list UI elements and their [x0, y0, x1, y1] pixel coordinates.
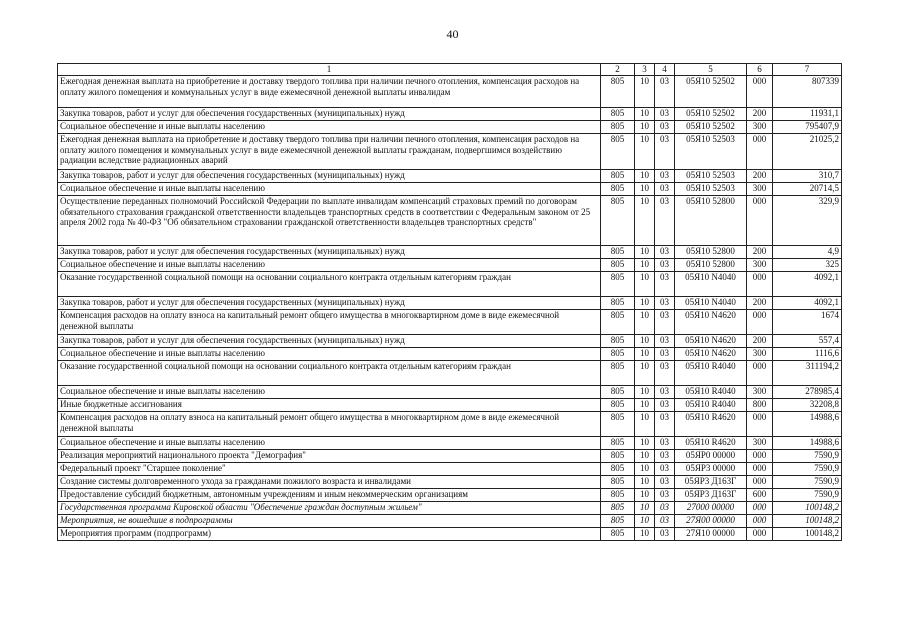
row-amount: 11931,1: [773, 108, 842, 121]
row-target-article-code: 05ЯР3 Д163Г: [675, 489, 747, 502]
row-target-article-code: 27Я10 00000: [675, 528, 747, 541]
row-amount: 100148,2: [773, 502, 842, 515]
row-name-cell: Создание системы долговременного ухода за гражданами пожилого возраста и инвалидами: [58, 476, 601, 489]
row-name-cell: Компенсация расходов на оплату взноса на капитальный ремонт общего имущества в многоквартирном доме в виде ежемесячной денежной выплаты: [58, 412, 601, 437]
table-row: [58, 310, 842, 335]
row-target-article-code: 05Я10 N4620: [675, 310, 747, 335]
row-target-article-code: 05Я10 R4040: [675, 361, 747, 386]
row-section-code: 10: [635, 437, 655, 450]
row-name-cell: Мероприятия, не вошедшие в подпрограммы: [58, 515, 601, 528]
header-cell-4: 4: [655, 64, 675, 76]
row-target-article-code: 05Я10 52503: [675, 134, 747, 170]
row-target-article-code: 05Я10 52800: [675, 259, 747, 272]
row-amount: 32208,8: [773, 399, 842, 412]
table-row: [58, 450, 842, 463]
row-ministry-code: 805: [601, 297, 635, 310]
row-subsection-code: 03: [655, 489, 675, 502]
row-target-article-code: 05ЯР3 Д163Г: [675, 476, 747, 489]
budget-table-body: [58, 64, 842, 541]
row-ministry-code: 805: [601, 361, 635, 386]
row-ministry-code: 805: [601, 310, 635, 335]
row-subsection-code: 03: [655, 361, 675, 386]
row-name-cell: Закупка товаров, работ и услуг для обеспечения государственных (муниципальных) нужд: [58, 297, 601, 310]
table-row: [58, 335, 842, 348]
table-row: [58, 108, 842, 121]
row-amount: 100148,2: [773, 515, 842, 528]
row-name-cell: Социальное обеспечение и иные выплаты населению: [58, 121, 601, 134]
row-name-cell: Закупка товаров, работ и услуг для обеспечения государственных (муниципальных) нужд: [58, 170, 601, 183]
row-ministry-code: 805: [601, 412, 635, 437]
row-amount: 329,9: [773, 196, 842, 246]
table-row: [58, 515, 842, 528]
row-amount: 1674: [773, 310, 842, 335]
row-subsection-code: 03: [655, 76, 675, 108]
row-ministry-code: 805: [601, 259, 635, 272]
row-name-cell: Закупка товаров, работ и услуг для обеспечения государственных (муниципальных) нужд: [58, 335, 601, 348]
row-ministry-code: 805: [601, 170, 635, 183]
row-section-code: 10: [635, 450, 655, 463]
row-subsection-code: 03: [655, 310, 675, 335]
row-subsection-code: 03: [655, 134, 675, 170]
row-amount: 4092,1: [773, 297, 842, 310]
row-ministry-code: 805: [601, 450, 635, 463]
row-subsection-code: 03: [655, 170, 675, 183]
row-amount: 14988,6: [773, 437, 842, 450]
row-ministry-code: 805: [601, 183, 635, 196]
row-expense-type-code: 300: [747, 437, 773, 450]
row-section-code: 10: [635, 196, 655, 246]
row-amount: 807339: [773, 76, 842, 108]
row-target-article-code: 05Я10 52503: [675, 183, 747, 196]
row-subsection-code: 03: [655, 196, 675, 246]
header-cell-6: 6: [747, 64, 773, 76]
table-row: [58, 121, 842, 134]
row-section-code: 10: [635, 121, 655, 134]
row-name-cell: Оказание государственной социальной помощи на основании социального контракта отдельным категориям граждан: [58, 272, 601, 297]
row-amount: 7590,9: [773, 489, 842, 502]
row-amount: 14988,6: [773, 412, 842, 437]
table-row: [58, 399, 842, 412]
row-name-cell: Социальное обеспечение и иные выплаты населению: [58, 437, 601, 450]
page-number: 40: [446, 27, 459, 41]
row-subsection-code: 03: [655, 437, 675, 450]
table-row: [58, 170, 842, 183]
row-name-cell: Осуществление переданных полномочий Российской Федерации по выплате инвалидам компенсаций страховых премий по договорам обязательного страхования гражданской ответственности владельцев транспортных средств в соответствии с Федеральным законом от 25 апреля 2002 года № 40-ФЗ "Об обязательном страховании гражданской ответственности владельцев транспортных средств": [58, 196, 601, 246]
row-section-code: 10: [635, 528, 655, 541]
row-ministry-code: 805: [601, 348, 635, 361]
row-ministry-code: 805: [601, 528, 635, 541]
table-row: [58, 196, 842, 246]
row-section-code: 10: [635, 502, 655, 515]
table-row: [58, 361, 842, 386]
row-section-code: 10: [635, 463, 655, 476]
row-section-code: 10: [635, 170, 655, 183]
row-expense-type-code: 200: [747, 108, 773, 121]
row-expense-type-code: 000: [747, 515, 773, 528]
row-name-cell: Ежегодная денежная выплата на приобретение и доставку твердого топлива при наличии печного отопления, компенсация расходов на оплату жилого помещения и коммунальных услуг в виде ежемесячной денежной выплаты гражданам, подвергшимся воздействию радиации вследствие радиационных аварий: [58, 134, 601, 170]
row-target-article-code: 05Я10 N4620: [675, 348, 747, 361]
row-amount: 20714,5: [773, 183, 842, 196]
row-amount: 21025,2: [773, 134, 842, 170]
row-target-article-code: 05Я10 52502: [675, 108, 747, 121]
row-amount: 311194,2: [773, 361, 842, 386]
header-cell-2: 2: [601, 64, 635, 76]
row-expense-type-code: 800: [747, 399, 773, 412]
row-target-article-code: 05Я10 R4620: [675, 412, 747, 437]
row-section-code: 10: [635, 246, 655, 259]
row-target-article-code: 05Я10 52800: [675, 196, 747, 246]
header-cell-7: 7: [773, 64, 842, 76]
row-target-article-code: 05Я10 R4040: [675, 399, 747, 412]
row-ministry-code: 805: [601, 246, 635, 259]
row-ministry-code: 805: [601, 335, 635, 348]
row-section-code: 10: [635, 297, 655, 310]
row-expense-type-code: 000: [747, 272, 773, 297]
row-amount: 278985,4: [773, 386, 842, 399]
table-row: [58, 259, 842, 272]
row-ministry-code: 805: [601, 196, 635, 246]
row-subsection-code: 03: [655, 502, 675, 515]
row-subsection-code: 03: [655, 476, 675, 489]
row-name-cell: Оказание государственной социальной помощи на основании социального контракта отдельным категориям граждан: [58, 361, 601, 386]
row-section-code: 10: [635, 259, 655, 272]
table-row: [58, 134, 842, 170]
row-ministry-code: 805: [601, 463, 635, 476]
row-section-code: 10: [635, 515, 655, 528]
row-name-cell: Федеральный проект "Старшее поколение": [58, 463, 601, 476]
row-section-code: 10: [635, 272, 655, 297]
row-subsection-code: 03: [655, 272, 675, 297]
row-expense-type-code: 000: [747, 502, 773, 515]
row-subsection-code: 03: [655, 515, 675, 528]
row-section-code: 10: [635, 386, 655, 399]
row-section-code: 10: [635, 348, 655, 361]
row-target-article-code: 05ЯР3 00000: [675, 463, 747, 476]
row-target-article-code: 05Я10 N4040: [675, 297, 747, 310]
row-amount: 7590,9: [773, 463, 842, 476]
table-row: [58, 412, 842, 437]
row-subsection-code: 03: [655, 246, 675, 259]
row-subsection-code: 03: [655, 297, 675, 310]
row-expense-type-code: 600: [747, 489, 773, 502]
row-subsection-code: 03: [655, 399, 675, 412]
table-header-row: [58, 64, 842, 76]
table-row: [58, 489, 842, 502]
row-section-code: 10: [635, 489, 655, 502]
row-ministry-code: 805: [601, 437, 635, 450]
row-amount: 557,4: [773, 335, 842, 348]
budget-table: [57, 63, 842, 541]
row-expense-type-code: 000: [747, 476, 773, 489]
row-expense-type-code: 000: [747, 463, 773, 476]
row-target-article-code: 05Я10 52503: [675, 170, 747, 183]
table-row: [58, 297, 842, 310]
row-section-code: 10: [635, 335, 655, 348]
table-row: [58, 246, 842, 259]
row-subsection-code: 03: [655, 463, 675, 476]
row-target-article-code: 27Я00 00000: [675, 515, 747, 528]
row-name-cell: Социальное обеспечение и иные выплаты населению: [58, 386, 601, 399]
row-expense-type-code: 200: [747, 335, 773, 348]
row-section-code: 10: [635, 476, 655, 489]
row-name-cell: Социальное обеспечение и иные выплаты населению: [58, 259, 601, 272]
row-expense-type-code: 000: [747, 528, 773, 541]
row-amount: 795407,9: [773, 121, 842, 134]
header-cell-5: 5: [675, 64, 747, 76]
row-amount: 310,7: [773, 170, 842, 183]
row-target-article-code: 05Я10 52502: [675, 121, 747, 134]
table-row: [58, 183, 842, 196]
row-expense-type-code: 000: [747, 450, 773, 463]
row-expense-type-code: 200: [747, 246, 773, 259]
row-section-code: 10: [635, 361, 655, 386]
row-target-article-code: 05Я10 R4040: [675, 386, 747, 399]
row-subsection-code: 03: [655, 412, 675, 437]
row-amount: 7590,9: [773, 476, 842, 489]
row-subsection-code: 03: [655, 259, 675, 272]
table-row: [58, 348, 842, 361]
table-row: [58, 502, 842, 515]
row-section-code: 10: [635, 76, 655, 108]
row-ministry-code: 805: [601, 399, 635, 412]
row-name-cell: Предоставление субсидий бюджетным, автономным учреждениям и иным некоммерческим организациям: [58, 489, 601, 502]
row-subsection-code: 03: [655, 528, 675, 541]
row-expense-type-code: 000: [747, 134, 773, 170]
row-expense-type-code: 000: [747, 76, 773, 108]
table-row: [58, 272, 842, 297]
row-target-article-code: 27000 00000: [675, 502, 747, 515]
row-amount: 4,9: [773, 246, 842, 259]
table-row: [58, 76, 842, 108]
row-name-cell: Реализация мероприятий национального проекта "Демография": [58, 450, 601, 463]
row-target-article-code: 05Я10 N4040: [675, 272, 747, 297]
row-amount: 7590,9: [773, 450, 842, 463]
row-expense-type-code: 000: [747, 196, 773, 246]
row-subsection-code: 03: [655, 335, 675, 348]
row-amount: 1116,6: [773, 348, 842, 361]
row-name-cell: Ежегодная денежная выплата на приобретение и доставку твердого топлива при наличии печного отопления, компенсация расходов на оплату жилого помещения и коммунальных услуг в виде ежемесячной денежной выплаты инвалидам: [58, 76, 601, 108]
row-ministry-code: 805: [601, 476, 635, 489]
row-subsection-code: 03: [655, 450, 675, 463]
row-section-code: 10: [635, 108, 655, 121]
row-target-article-code: 05ЯР0 00000: [675, 450, 747, 463]
row-subsection-code: 03: [655, 183, 675, 196]
row-expense-type-code: 200: [747, 297, 773, 310]
row-name-cell: Социальное обеспечение и иные выплаты населению: [58, 348, 601, 361]
row-section-code: 10: [635, 399, 655, 412]
row-ministry-code: 805: [601, 489, 635, 502]
row-name-cell: Закупка товаров, работ и услуг для обеспечения государственных (муниципальных) нужд: [58, 246, 601, 259]
row-expense-type-code: 300: [747, 348, 773, 361]
row-expense-type-code: 300: [747, 386, 773, 399]
row-section-code: 10: [635, 412, 655, 437]
row-target-article-code: 05Я10 52800: [675, 246, 747, 259]
row-expense-type-code: 300: [747, 183, 773, 196]
row-ministry-code: 805: [601, 76, 635, 108]
row-ministry-code: 805: [601, 121, 635, 134]
row-expense-type-code: 300: [747, 121, 773, 134]
row-name-cell: Государственная программа Кировской области "Обеспечение граждан доступным жильем": [58, 502, 601, 515]
row-name-cell: Социальное обеспечение и иные выплаты населению: [58, 183, 601, 196]
row-ministry-code: 805: [601, 272, 635, 297]
row-name-cell: Иные бюджетные ассигнования: [58, 399, 601, 412]
row-name-cell: Мероприятия программ (подпрограмм): [58, 528, 601, 541]
table-row: [58, 386, 842, 399]
row-target-article-code: 05Я10 N4620: [675, 335, 747, 348]
row-section-code: 10: [635, 183, 655, 196]
row-expense-type-code: 000: [747, 412, 773, 437]
row-target-article-code: 05Я10 52502: [675, 76, 747, 108]
row-ministry-code: 805: [601, 108, 635, 121]
row-amount: 4092,1: [773, 272, 842, 297]
row-subsection-code: 03: [655, 386, 675, 399]
row-ministry-code: 805: [601, 502, 635, 515]
table-row: [58, 528, 842, 541]
row-ministry-code: 805: [601, 134, 635, 170]
row-ministry-code: 805: [601, 386, 635, 399]
header-cell-3: 3: [635, 64, 655, 76]
header-cell-1: 1: [58, 64, 601, 76]
row-section-code: 10: [635, 134, 655, 170]
row-subsection-code: 03: [655, 121, 675, 134]
row-expense-type-code: 000: [747, 310, 773, 335]
row-target-article-code: 05Я10 R4620: [675, 437, 747, 450]
row-expense-type-code: 300: [747, 259, 773, 272]
row-ministry-code: 805: [601, 515, 635, 528]
row-subsection-code: 03: [655, 348, 675, 361]
row-amount: 325: [773, 259, 842, 272]
table-row: [58, 476, 842, 489]
row-amount: 100148,2: [773, 528, 842, 541]
row-name-cell: Компенсация расходов на оплату взноса на капитальный ремонт общего имущества в многоквартирном доме в виде ежемесячной денежной выплаты: [58, 310, 601, 335]
row-subsection-code: 03: [655, 108, 675, 121]
table-row: [58, 437, 842, 450]
row-section-code: 10: [635, 310, 655, 335]
row-expense-type-code: 200: [747, 170, 773, 183]
row-expense-type-code: 000: [747, 361, 773, 386]
row-name-cell: Закупка товаров, работ и услуг для обеспечения государственных (муниципальных) нужд: [58, 108, 601, 121]
table-row: [58, 463, 842, 476]
